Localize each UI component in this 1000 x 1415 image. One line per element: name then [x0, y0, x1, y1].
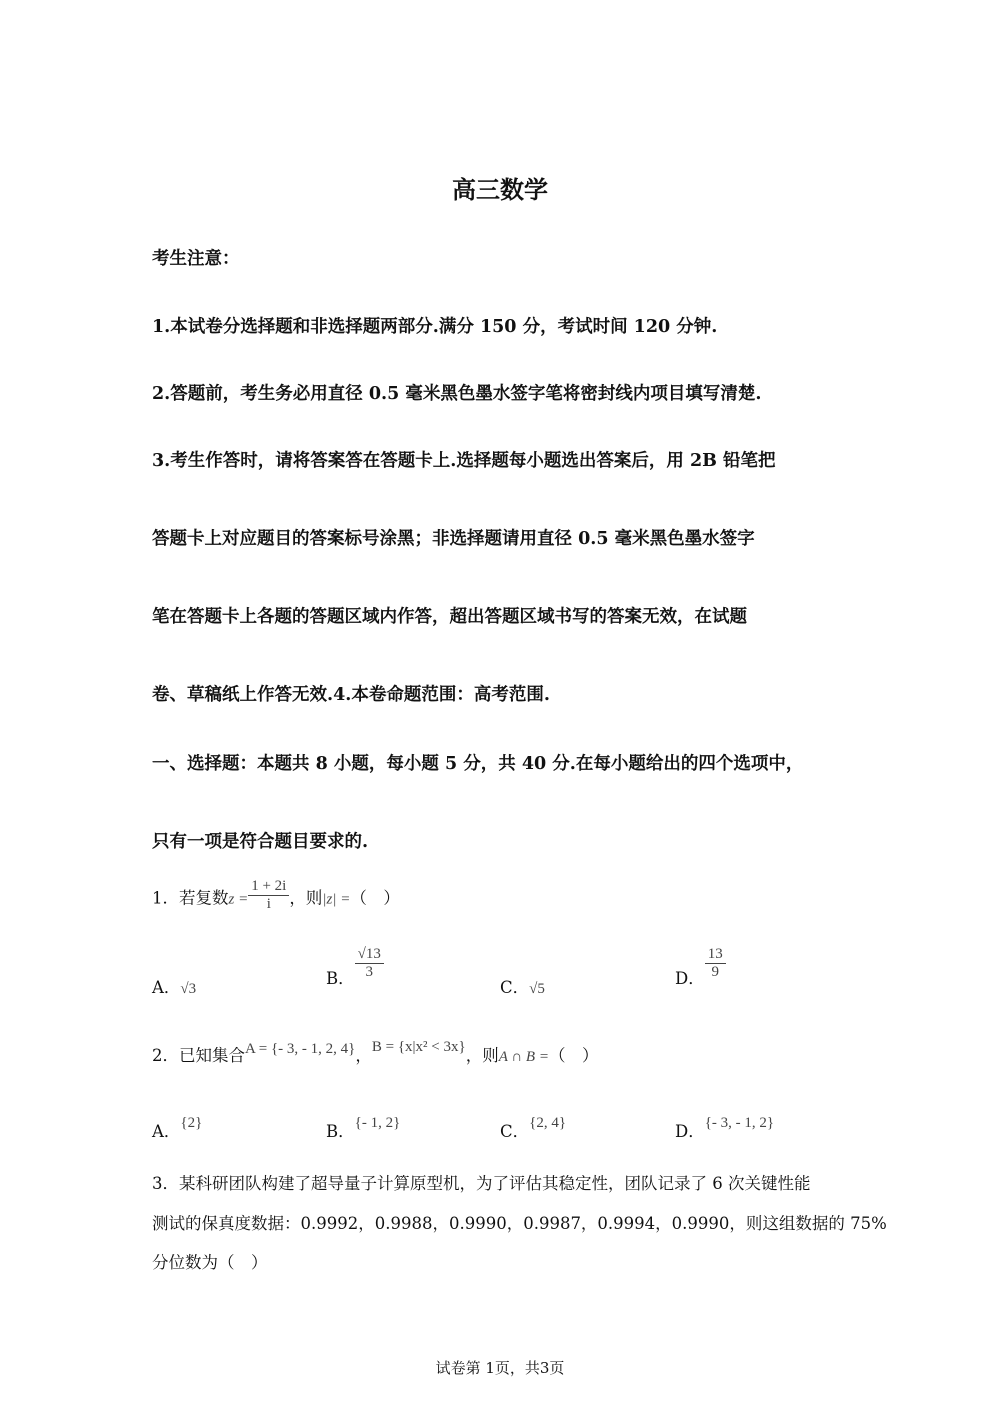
option-denominator: 3 — [365, 963, 373, 980]
option-value: {- 1, 2} — [354, 1115, 401, 1131]
q1-option-a[interactable] — [152, 974, 196, 998]
option-numerator: 13 — [705, 946, 726, 964]
q1-paren: （ ） — [350, 888, 400, 908]
q2-paren: （ ） — [548, 1046, 599, 1065]
option-value: √5 — [529, 981, 545, 997]
option-value: {- 3, - 1, 2} — [704, 1115, 775, 1131]
option-label: B． — [326, 969, 355, 988]
option-label: C． — [500, 978, 530, 997]
q1-numerator: 1 + 2i — [248, 878, 289, 896]
q2-set-a: A = {- 3, - 1, 2, 4} — [245, 1041, 356, 1057]
q1-fraction — [248, 878, 289, 912]
question-2 — [152, 1039, 599, 1066]
option-label: D． — [675, 969, 705, 988]
q2-set-b: B = {x|x² < 3x} — [371, 1039, 466, 1055]
question-3-line2: 测试的保真度数据：0.9992，0.9988，0.9990，0.9987，0.9994，0.9990，则这组数据的 75% — [152, 1214, 887, 1233]
option-fraction — [355, 946, 384, 980]
option-fraction — [705, 946, 726, 980]
option-numerator: √13 — [355, 946, 384, 964]
q1-prefix: 1．若复数 — [152, 888, 229, 908]
q2-prefix: 2．已知集合 — [152, 1046, 245, 1065]
q2-option-d[interactable] — [675, 1108, 775, 1141]
q2-option-a[interactable] — [152, 1108, 203, 1141]
question-3-line3: 分位数为（ ） — [152, 1253, 268, 1272]
q1-option-d[interactable] — [675, 946, 726, 988]
option-label: D． — [675, 1122, 705, 1141]
notice-line-2: 2.答题前，考生务必用直径 0.5 毫米黑色墨水签字笔将密封线内项目填写清楚. — [152, 384, 762, 404]
q2-option-b[interactable] — [326, 1108, 401, 1141]
section1-instruction-line2: 只有一项是符合题目要求的. — [152, 832, 369, 852]
option-label: A． — [152, 1122, 181, 1141]
option-label: C． — [500, 1122, 530, 1141]
notice-heading: 考生注意： — [152, 249, 240, 269]
q2-comma: ， — [355, 1046, 372, 1065]
q2-mid: ，则 — [465, 1046, 499, 1065]
q2-option-c[interactable] — [500, 1108, 567, 1141]
notice-line-3a: 3.考生作答时，请将答案答在答题卡上.选择题每小题选出答案后，用 2B 铅笔把 — [152, 451, 776, 471]
notice-line-1: 1.本试卷分选择题和非选择题两部分.满分 150 分，考试时间 120 分钟. — [152, 317, 718, 337]
page-footer: 试卷第 1页，共3页 — [435, 1359, 565, 1377]
q2-expression: A ∩ B = — [498, 1049, 549, 1065]
option-denominator: 9 — [711, 963, 719, 980]
q1-option-b[interactable] — [326, 946, 384, 988]
option-value: {2, 4} — [529, 1115, 567, 1131]
notice-line-3b: 答题卡上对应题目的答案标号涂黑；非选择题请用直径 0.5 毫米黑色墨水签字 — [152, 529, 755, 549]
q1-mid: ，则 — [289, 888, 323, 908]
question-1 — [152, 878, 400, 916]
notice-line-3d: 卷、草稿纸上作答无效.4.本卷命题范围：高考范围. — [152, 685, 550, 705]
page-title: 高三数学 — [452, 175, 548, 204]
question-3-line1: 3．某科研团队构建了超导量子计算原型机，为了评估其稳定性，团队记录了 6 次关键性能 — [152, 1174, 811, 1193]
section1-instruction-line1: 一、选择题：本题共 8 小题，每小题 5 分，共 40 分.在每小题给出的四个选项中， — [152, 754, 804, 774]
q1-z-eq: z = — [228, 891, 249, 908]
q1-denominator: i — [266, 895, 271, 912]
notice-line-3c: 笔在答题卡上各题的答题区域内作答，超出答题区域书写的答案无效，在试题 — [152, 607, 747, 627]
option-label: B． — [326, 1122, 355, 1141]
option-value: {2} — [180, 1115, 203, 1131]
q1-abs-z: |z| = — [322, 891, 351, 908]
option-label: A． — [152, 978, 181, 997]
option-value: √3 — [180, 981, 197, 997]
q1-option-c[interactable] — [500, 974, 545, 998]
